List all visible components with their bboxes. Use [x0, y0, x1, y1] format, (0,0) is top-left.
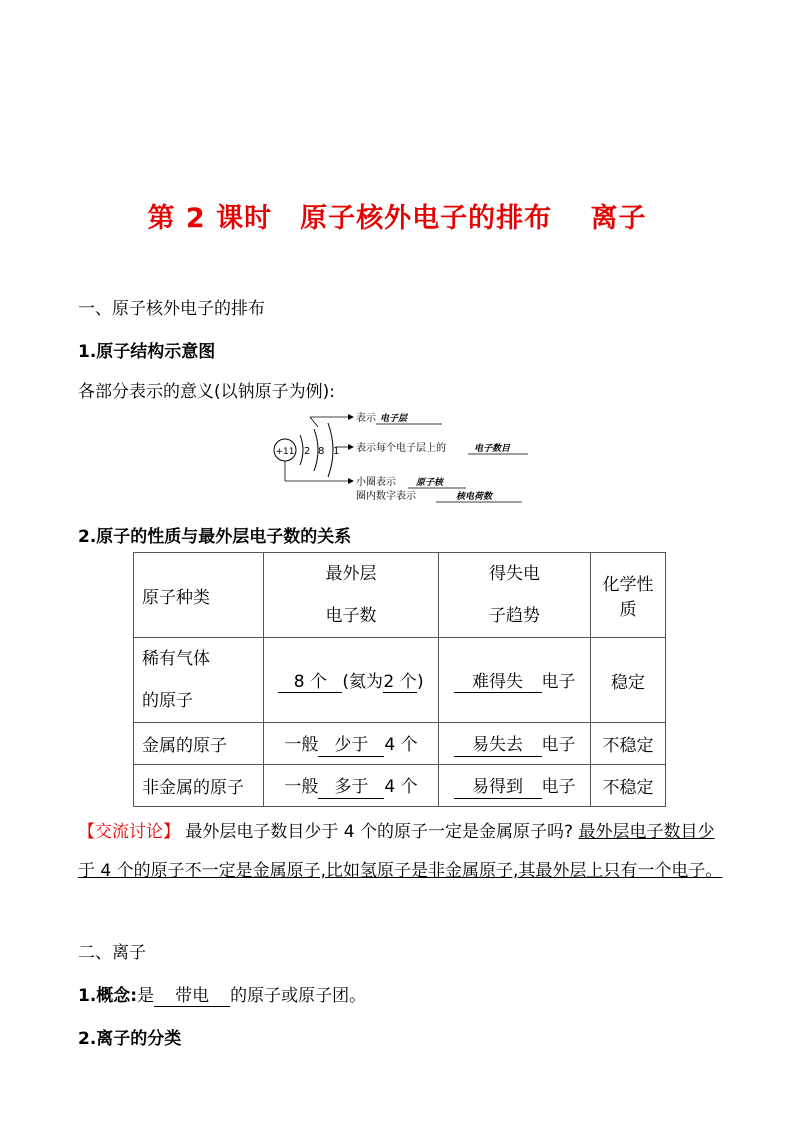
section-heading-ions: 二、离子	[78, 943, 146, 963]
answer-inner-number: 核电荷数	[456, 492, 493, 502]
shell-electrons-1: 2	[304, 446, 311, 457]
answer-blank: 带电	[154, 986, 230, 1007]
answer-blank: 2 个	[383, 671, 417, 692]
cell-outer-electrons: 8 个 (氦为2 个)	[264, 638, 439, 723]
answer-circle: 原子核	[416, 478, 444, 488]
answer-blank: 易得到	[454, 777, 542, 798]
diagram-description: 各部分表示的意义(以钠原子为例):	[78, 382, 335, 402]
answer-blank: 难得失	[454, 672, 542, 693]
cell-atom-type: 非金属的原子	[134, 765, 264, 807]
answer-blank: 8 个	[278, 672, 342, 693]
cell-atom-type: 金属的原子	[134, 723, 264, 765]
cell-chemical-property: 稳定	[591, 638, 666, 723]
header-outer-electrons: 最外层 电子数	[264, 553, 439, 638]
subheading-ion-classification: 2.离子的分类	[78, 1029, 182, 1049]
concept-label: 1.概念:	[78, 986, 138, 1006]
shell-electrons-3: 1	[333, 446, 340, 457]
answer-blank: 少于	[318, 735, 384, 756]
discussion-label: 【交流讨论】	[78, 822, 180, 842]
discussion-block	[78, 813, 724, 891]
cell-chemical-property: 不稳定	[591, 765, 666, 807]
page-title: 第 2 课时 原子核外电子的排布 离子	[147, 203, 647, 234]
table-row	[134, 638, 666, 723]
subheading-property-relation: 2.原子的性质与最外层电子数的关系	[78, 527, 352, 547]
label-electron-count: 表示每个电子层上的	[356, 443, 446, 454]
header-electron-trend: 得失电 子趋势	[439, 553, 591, 638]
nucleus-charge: +11	[275, 447, 295, 457]
table-header-row	[134, 553, 666, 638]
subheading-atomic-structure-diagram: 1.原子结构示意图	[78, 342, 216, 362]
header-atom-type: 原子种类	[134, 553, 264, 638]
cell-atom-type: 稀有气体 的原子	[134, 638, 264, 723]
discussion-answer: 最外层电子数目少于 4 个的原子不一定是金属原子,比如氢原子是非金属原子,其最外层上只有一个电子。	[78, 822, 723, 881]
answer-shell: 电子层	[380, 414, 408, 424]
cell-electron-trend: 难得失 电子	[439, 638, 591, 723]
cell-electron-trend: 易失去 电子	[439, 723, 591, 765]
label-shell: 表示	[356, 413, 376, 424]
answer-blank: 多于	[318, 777, 384, 798]
label-inner-number: 圈内数字表示	[356, 491, 416, 502]
ion-concept: 1.概念:是 带电 的原子或原子团。	[78, 986, 367, 1006]
atom-property-table	[133, 552, 666, 807]
header-chemical-property: 化学性质	[591, 553, 666, 638]
cell-outer-electrons: 一般 多于 4 个	[264, 765, 439, 807]
answer-blank: 易失去	[454, 735, 542, 756]
table-row	[134, 765, 666, 807]
sodium-atom-diagram	[270, 405, 540, 505]
answer-electron-count: 电子数目	[474, 444, 511, 454]
shell-electrons-2: 8	[318, 446, 325, 457]
cell-electron-trend: 易得到 电子	[439, 765, 591, 807]
discussion-question: 最外层电子数目少于 4 个的原子一定是金属原子吗?	[185, 822, 574, 842]
label-circle: 小圈表示	[356, 477, 396, 488]
shell-arc-1	[300, 435, 303, 465]
cell-chemical-property: 不稳定	[591, 723, 666, 765]
section-heading-electron-arrangement: 一、原子核外电子的排布	[78, 299, 265, 319]
cell-outer-electrons: 一般 少于 4 个	[264, 723, 439, 765]
table-row	[134, 723, 666, 765]
